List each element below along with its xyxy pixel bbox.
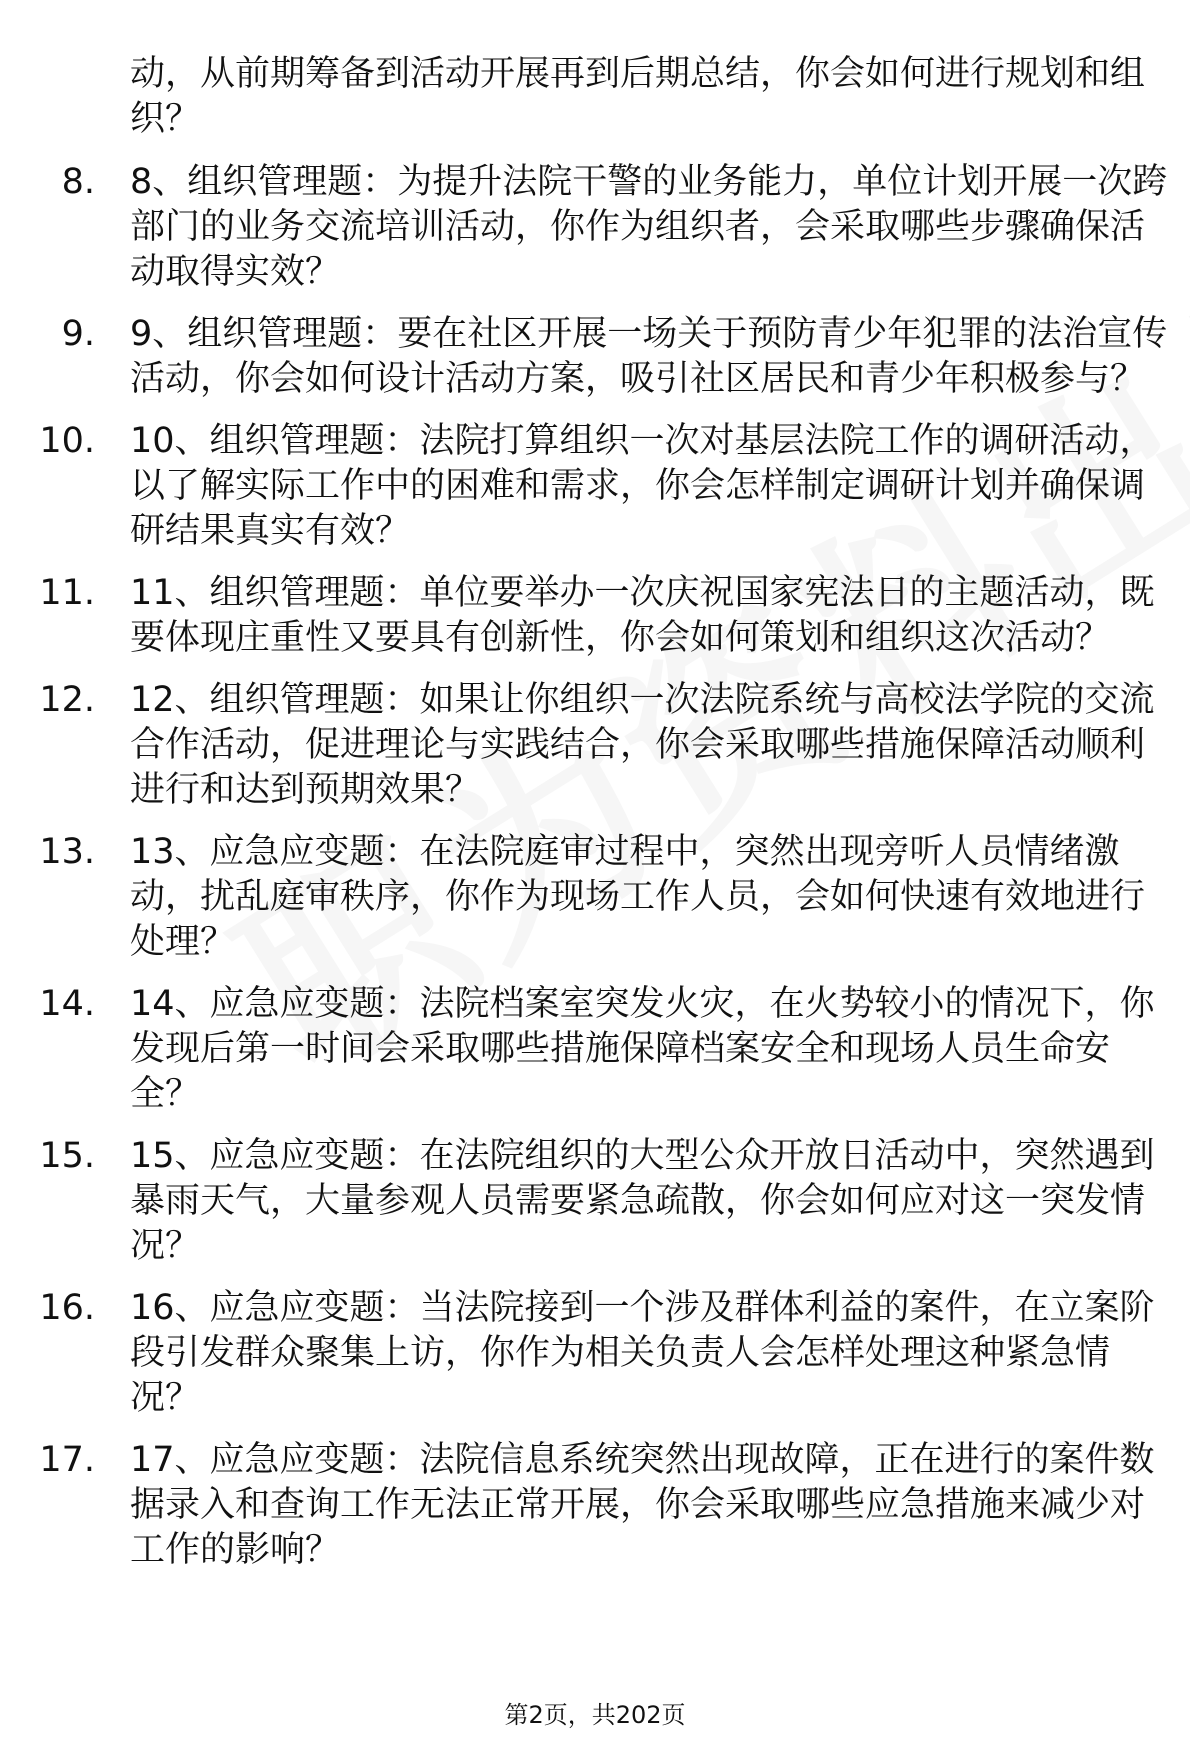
question-number: 13.	[39, 832, 95, 872]
question-number: 16.	[39, 1288, 95, 1328]
question-item	[0, 419, 1170, 554]
question-text: 12、组织管理题：如果让你组织一次法院系统与高校法学院的交流合作活动，促进理论与实践结合，你会采取哪些措施保障活动顺利进行和达到预期效果？	[130, 680, 1155, 810]
question-item	[0, 312, 1170, 402]
question-text: 15、应急应变题：在法院组织的大型公众开放日活动中，突然遇到暴雨天气，大量参观人员需要紧急疏散，你会如何应对这一突发情况？	[130, 1136, 1155, 1266]
question-text: 17、应急应变题：法院信息系统突然出现故障，正在进行的案件数据录入和查询工作无法正常开展，你会采取哪些应急措施来减少对工作的影响？	[130, 1440, 1155, 1570]
question-text: 9、组织管理题：要在社区开展一场关于预防青少年犯罪的法治宣传活动，你会如何设计活动方案，吸引社区居民和青少年积极参与？	[130, 314, 1168, 399]
question-number: 15.	[39, 1136, 95, 1176]
question-number: 9.	[61, 314, 95, 354]
page-footer: 第2页，共202页	[504, 1701, 686, 1729]
question-item	[0, 1286, 1170, 1421]
question-list	[0, 160, 1190, 1590]
question-item	[0, 1134, 1170, 1269]
question-text: 11、组织管理题：单位要举办一次庆祝国家宪法日的主题活动，既要体现庄重性又要具有创新性，你会如何策划和组织这次活动？	[130, 573, 1155, 658]
question-item	[0, 1438, 1170, 1573]
question-number: 11.	[39, 573, 95, 613]
question-number: 14.	[39, 984, 95, 1024]
question-text: 10、组织管理题：法院打算组织一次对基层法院工作的调研活动，以了解实际工作中的困难和需求，你会怎样制定调研计划并确保调研结果真实有效？	[130, 421, 1155, 551]
question-text: 16、应急应变题：当法院接到一个涉及群体利益的案件，在立案阶段引发群众聚集上访，你作为相关负责人会怎样处理这种紧急情况？	[130, 1288, 1155, 1418]
question-text: 14、应急应变题：法院档案室突发火灾，在火势较小的情况下，你发现后第一时间会采取哪些措施保障档案安全和现场人员生命安全？	[130, 984, 1155, 1114]
question-item	[0, 982, 1170, 1117]
question-item	[0, 678, 1170, 813]
question-item	[0, 571, 1170, 661]
question-number: 8.	[61, 162, 95, 202]
question-item	[0, 160, 1170, 295]
question-text: 8、组织管理题：为提升法院干警的业务能力，单位计划开展一次跨部门的业务交流培训活动，你作为组织者，会采取哪些步骤确保活动取得实效？	[130, 162, 1168, 292]
question-text: 13、应急应变题：在法院庭审过程中，突然出现旁听人员情绪激动，扰乱庭审秩序，你作为现场工作人员，会如何快速有效地进行处理？	[130, 832, 1146, 962]
question-number: 12.	[39, 680, 95, 720]
question-number: 17.	[39, 1440, 95, 1480]
question-number: 10.	[39, 421, 95, 461]
question-item	[0, 830, 1170, 965]
continuation-text: 动，从前期筹备到活动开展再到后期总结，你会如何进行规划和组织？	[130, 54, 1146, 139]
